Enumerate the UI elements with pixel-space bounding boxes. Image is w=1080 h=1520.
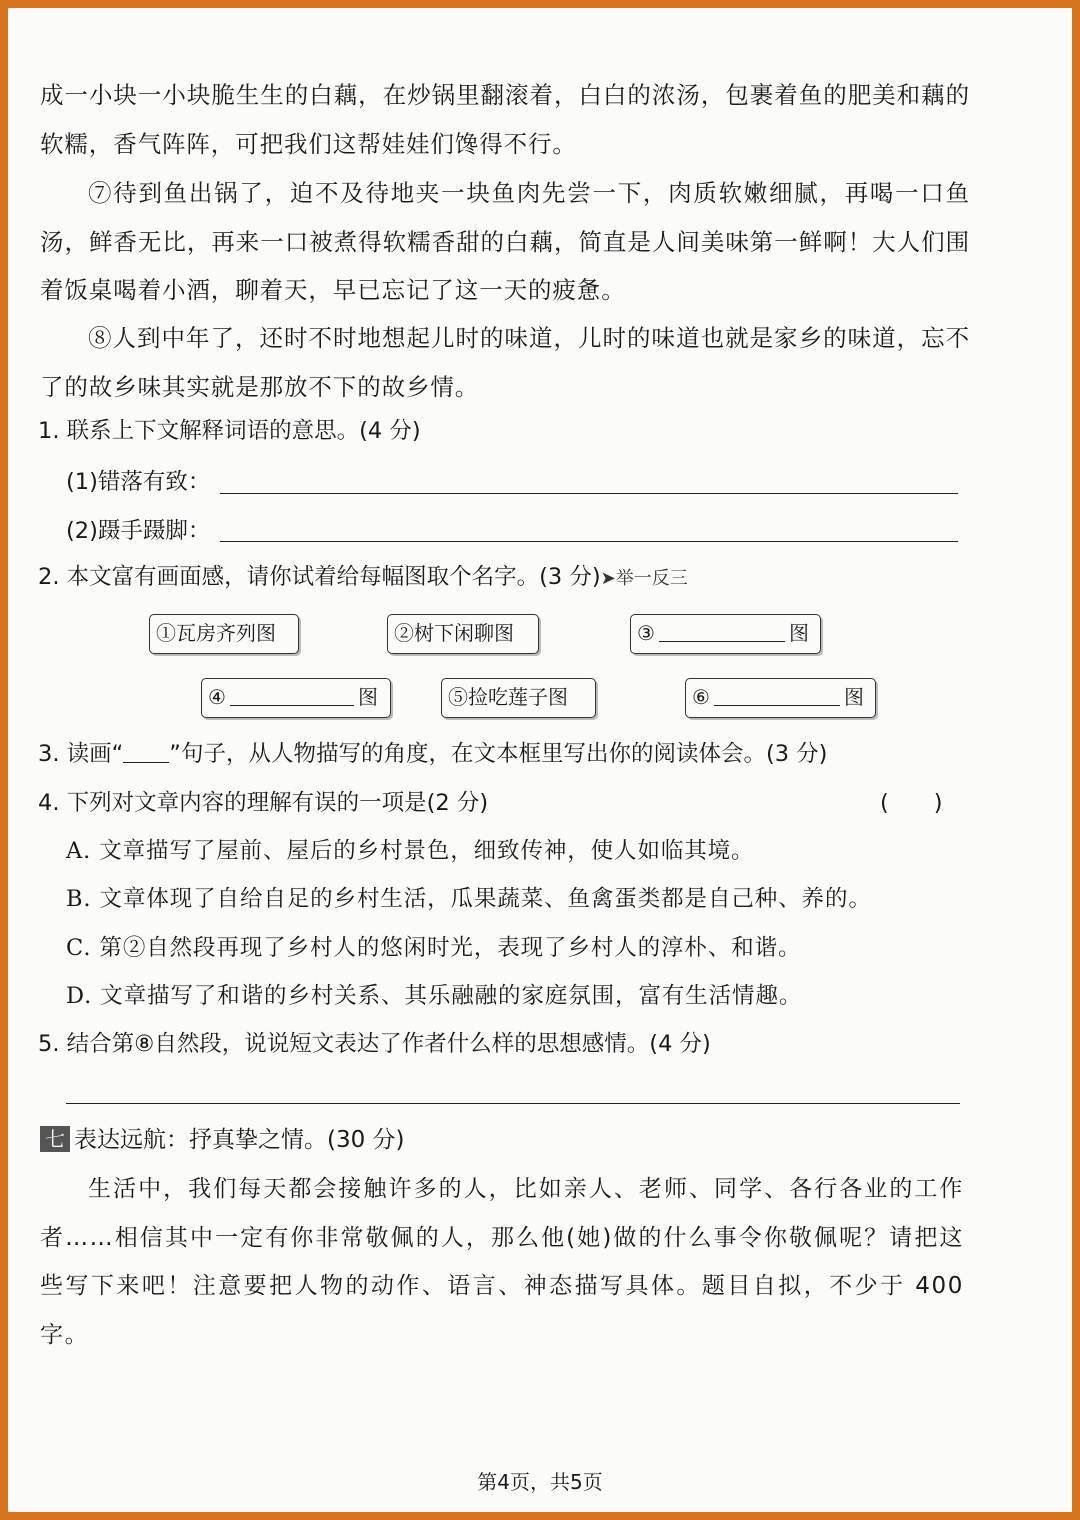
section-7-heading xyxy=(40,1125,405,1155)
box-6-blank[interactable] xyxy=(714,683,840,706)
question-4-answer-parentheses[interactable]: ( ) xyxy=(880,790,943,816)
q1-item-1-answer-line[interactable] xyxy=(220,493,958,494)
section-7-title: 表达远航：抒真挚之情。(30 分) xyxy=(74,1127,405,1153)
q4-option-b[interactable]: B. 文章体现了自给自足的乡村生活，瓜果蔬菜、鱼禽蛋类都是自己种、养的。 xyxy=(66,886,872,912)
picture-name-box-2: ②树下闲聊图 xyxy=(387,614,539,654)
question-4-title: 4. 下列对文章内容的理解有误的一项是(2 分) xyxy=(38,790,489,816)
q5-answer-line[interactable] xyxy=(66,1103,960,1104)
question-1-title: 1. 联系上下文解释词语的意思。(4 分) xyxy=(38,418,421,444)
picture-name-box-6[interactable] xyxy=(685,678,876,718)
box-6-number: ⑥ xyxy=(692,685,710,709)
question-3-text-start: 3. 读画“ xyxy=(38,741,124,767)
picture-name-box-4[interactable] xyxy=(201,678,391,718)
exam-page xyxy=(8,8,1072,1512)
picture-name-box-5: ⑤捡吃莲子图 xyxy=(441,678,596,718)
question-3 xyxy=(38,739,827,769)
box-3-number: ③ xyxy=(637,621,655,645)
question-2-text: 2. 本文富有画面感，请你试着给每幅图取个名字。(3 分) xyxy=(38,564,601,590)
box-3-suffix: 图 xyxy=(788,621,809,645)
box-4-blank[interactable] xyxy=(230,683,354,706)
picture-name-box-3[interactable] xyxy=(630,614,821,654)
q1-item-2-label: (2)蹑手蹑脚： xyxy=(66,518,211,544)
passage-paragraph-8: ⑧人到中年了，还时不时地想起儿时的味道，儿时的味道也就是家乡的味道，忘不了的故乡味其实就是那放不下的故乡情。 xyxy=(40,324,970,401)
passage-paragraph-continued: 成一小块一小块脆生生的白藕，在炒锅里翻滚着，白白的浓汤，包裹着鱼的肥美和藕的软糯，香气阵阵，可把我们这帮娃娃们馋得不行。 xyxy=(40,81,970,158)
passage-paragraph-7: ⑦待到鱼出锅了，迫不及待地夹一块鱼肉先尝一下，肉质软嫩细腻，再喝一口鱼汤，鲜香无比，再来一口被煮得软糯香甜的白藕，简直是人间美味第一鲜啊！大人们围着饭桌喝着小酒，聊着天，早已忘记了这一天的疲惫。 xyxy=(40,179,970,304)
q1-item-2-answer-line[interactable] xyxy=(220,541,958,542)
section-7-prompt: 生活中，我们每天都会接触许多的人，比如亲人、老师、同学、各行各业的工作者……相信其中一定有你非常敬佩的人，那么他(她)做的什么事令你敬佩呢？请把这些写下来吧！注意要把人物的动作、语言、神态描写具体。题目自拟，不少于 400 字。 xyxy=(40,1176,964,1348)
question-5-title: 5. 结合第⑧自然段，说说短文表达了作者什么样的思想感情。(4 分) xyxy=(38,1031,711,1057)
section-7-number: 七 xyxy=(40,1126,70,1152)
question-3-blank[interactable] xyxy=(123,742,169,763)
box-3-blank[interactable] xyxy=(659,619,785,642)
box-4-number: ④ xyxy=(208,685,226,709)
page-footer: 第4页，共5页 xyxy=(477,1470,603,1494)
picture-name-box-1: ①瓦房齐列图 xyxy=(149,614,299,654)
question-2-title xyxy=(38,562,688,594)
q1-item-1-label: (1)错落有致： xyxy=(66,469,211,495)
question-3-text-end: ”句子，从人物描写的角度，在文本框里写出你的阅读体会。(3 分) xyxy=(169,741,828,767)
box-6-suffix: 图 xyxy=(843,685,864,709)
box-4-suffix: 图 xyxy=(357,685,378,709)
question-2-tag: ➤举一反三 xyxy=(600,568,688,589)
q4-option-d[interactable]: D. 文章描写了和谐的乡村关系、其乐融融的家庭氛围，富有生活情趣。 xyxy=(66,983,803,1009)
q4-option-c[interactable]: C. 第②自然段再现了乡村人的悠闲时光，表现了乡村人的淳朴、和谐。 xyxy=(66,935,802,961)
q4-option-a[interactable]: A. 文章描写了屋前、屋后的乡村景色，细致传神，使人如临其境。 xyxy=(66,838,755,864)
